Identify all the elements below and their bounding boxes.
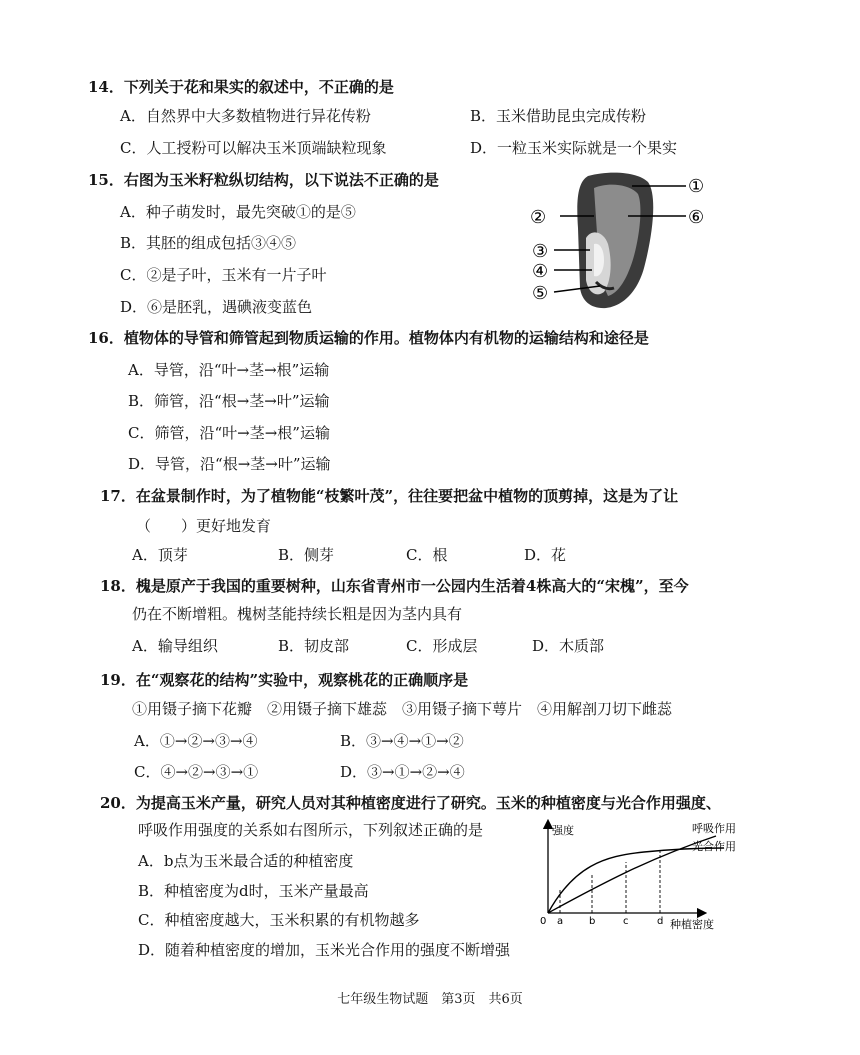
q17-stem: 17．在盆景制作时，为了植物能“枝繁叶茂”，往往要把盆中植物的顶剪掉，这是为了让 <box>100 487 679 505</box>
q16-option-d: D．导管，沿“根→茎→叶”运输 <box>128 455 331 473</box>
q20-stem-cont: 呼吸作用强度的关系如右图所示，下列叙述正确的是 <box>138 821 484 839</box>
q16-stem: 16．植物体的导管和筛管起到物质运输的作用。植物体内有机物的运输结构和途径是 <box>88 329 649 347</box>
q18-option-a: A．输导组织 <box>132 637 218 655</box>
q14-option-a: A．自然界中大多数植物进行异花传粉 <box>120 107 371 125</box>
q14-option-b: B．玉米借助昆虫完成传粉 <box>470 107 647 125</box>
label-6: ⑥ <box>688 207 705 228</box>
q14-option-d: D．一粒玉米实际就是一个果实 <box>470 139 678 157</box>
q20-option-d: D．随着种植密度的增加，玉米光合作用的强度不断增强 <box>138 941 511 959</box>
tick-a: a <box>557 916 564 927</box>
q19-steps: ①用镊子摘下花瓣 ②用镊子摘下雄蕊 ③用镊子摘下萼片 ④用解剖刀切下雌蕊 <box>132 700 673 718</box>
respiration-curve <box>548 836 716 913</box>
q20-option-c: C．种植密度越大，玉米积累的有机物越多 <box>138 911 420 929</box>
origin-label: 0 <box>540 916 547 927</box>
q18-stem: 18．槐是原产于我国的重要树种，山东省青州市一公园内生活着4株高大的“宋槐”，至今 <box>100 577 689 595</box>
q20-option-b: B．种植密度为d时，玉米产量最高 <box>138 882 369 900</box>
q18-option-c: C．形成层 <box>406 637 478 655</box>
label-1: ① <box>688 176 705 197</box>
q19-stem: 19．在“观察花的结构”实验中，观察桃花的正确顺序是 <box>100 671 469 689</box>
q19-option-c: C．④→②→③→① <box>134 763 259 781</box>
density-intensity-graph <box>534 818 774 936</box>
q17-option-b: B．侧芽 <box>278 546 335 564</box>
q15-option-d: D．⑥是胚乳，遇碘液变蓝色 <box>120 298 313 316</box>
q15-option-a: A．种子萌发时，最先突破①的是⑤ <box>120 203 356 221</box>
q14-option-c: C．人工授粉可以解决玉米顶端缺粒现象 <box>120 139 387 157</box>
page-footer: 七年级生物试题 第3页 共6页 <box>337 992 523 1007</box>
label-2: ② <box>530 207 547 228</box>
label-3: ③ <box>532 241 549 262</box>
tick-c: c <box>623 916 629 927</box>
q20-stem: 20．为提高玉米产量，研究人员对其种植密度进行了研究。玉米的种植密度与光合作用强度、 <box>100 794 721 812</box>
q15-option-b: B．其胚的组成包括③④⑤ <box>120 234 297 252</box>
q18-stem-cont: 仍在不断增粗。槐树茎能持续长粗是因为茎内具有 <box>132 605 463 623</box>
q20-option-a: A．b点为玉米最合适的种植密度 <box>138 852 354 870</box>
q18-option-b: B．韧皮部 <box>278 637 350 655</box>
q15-option-c: C．②是子叶，玉米有一片子叶 <box>120 266 327 284</box>
q19-option-a: A．①→②→③→④ <box>134 732 258 750</box>
photosynthesis-curve <box>548 848 724 913</box>
y-axis-label: 强度 <box>552 824 574 837</box>
q17-blank: （ ）更好地发育 <box>136 517 272 535</box>
q14-stem: 14．下列关于花和果实的叙述中，不正确的是 <box>88 78 394 96</box>
q15-stem: 15．右图为玉米籽粒纵切结构，以下说法不正确的是 <box>88 171 439 189</box>
q19-option-d: D．③→①→②→④ <box>340 763 465 781</box>
q16-option-b: B．筛管，沿“根→茎→叶”运输 <box>128 392 330 410</box>
q19-option-b: B．③→④→①→② <box>340 732 464 750</box>
curve-label-photosynthesis: 光合作用 <box>692 840 736 853</box>
q17-option-d: D．花 <box>524 546 567 564</box>
q16-option-c: C．筛管，沿“叶→茎→根”运输 <box>128 424 330 442</box>
x-axis-label: 种植密度 <box>670 918 714 931</box>
label-4: ④ <box>532 261 549 282</box>
q17-option-c: C．根 <box>406 546 448 564</box>
label-5: ⑤ <box>532 283 549 304</box>
curve-label-respiration: 呼吸作用 <box>692 822 736 835</box>
q18-option-d: D．木质部 <box>532 637 605 655</box>
corn-kernel-diagram <box>520 168 720 313</box>
q17-option-a: A．顶芽 <box>132 546 188 564</box>
tick-b: b <box>589 916 596 927</box>
q16-option-a: A．导管，沿“叶→茎→根”运输 <box>128 361 330 379</box>
tick-d: d <box>657 916 664 927</box>
